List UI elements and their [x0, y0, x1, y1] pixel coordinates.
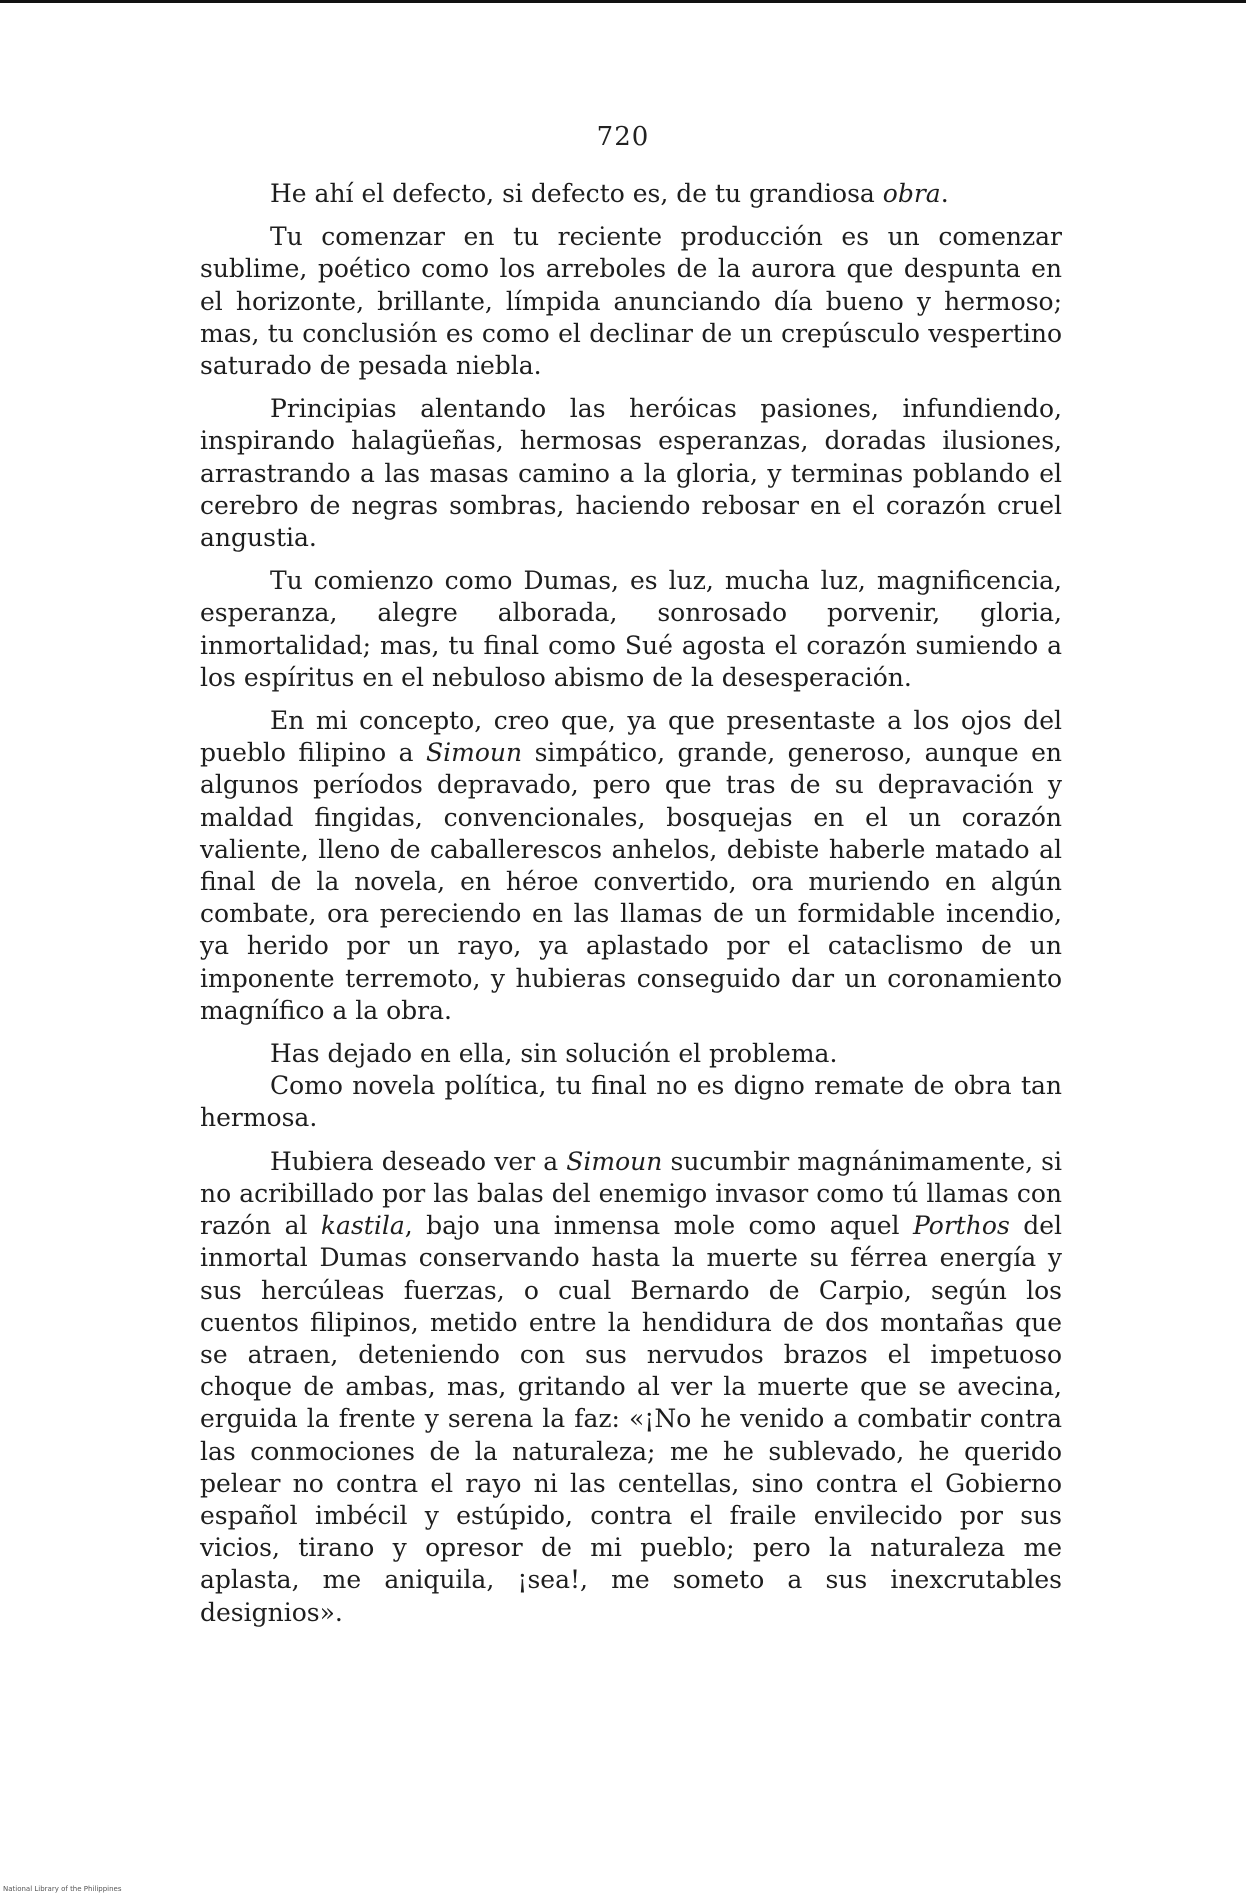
- paragraph: [200, 221, 1062, 382]
- italic-text: obra: [882, 179, 941, 208]
- footer-label: National Library of the Philippines: [3, 1885, 122, 1893]
- paragraph: [200, 1146, 1062, 1629]
- text-run: sucumbir magnánimamente, si no acribillado por las balas del enemigo invasor como tú llamas con razón al: [200, 1146, 1063, 1241]
- paragraph: [200, 1038, 1062, 1070]
- body-text: [200, 178, 1062, 1640]
- top-border-rule: [0, 0, 1246, 3]
- text-run: , bajo una inmensa mole como aquel: [404, 1211, 913, 1241]
- text-run: Tu comenzar en tu reciente producción es un comenzar sublime, poético como los arreboles de la aurora que despunta en el horizonte, brillante, límpida anunciando día bueno y hermoso; mas, tu conclusión es como el declinar de un crepúsculo vespertino saturado de pesada niebla.: [200, 222, 1062, 381]
- text-run: Tu comienzo como Dumas, es luz, mucha luz, magnificencia, esperanza, alegre alborada, sonrosado porvenir, gloria, inmortalidad; mas, tu final como Sué agosta el corazón sumiendo a los espíritus en el nebuloso abismo de la desesperación.: [200, 566, 1062, 692]
- page-number: 720: [596, 122, 650, 152]
- italic-text: kastila: [320, 1211, 405, 1241]
- text-run: Has dejado en ella, sin solución el problema.: [270, 1039, 838, 1069]
- italic-text: Simoun: [426, 738, 523, 768]
- text-run: .: [940, 179, 949, 208]
- text-run: He ahí el defecto, si defecto es, de tu grandiosa: [270, 179, 883, 208]
- text-run: En mi concepto, creo que, ya que presentaste a los ojos del pueblo filipino a: [200, 706, 1062, 768]
- paragraph: [200, 393, 1062, 554]
- italic-text: Porthos: [912, 1211, 1010, 1241]
- text-run: Hubiera deseado ver a: [270, 1146, 567, 1176]
- paragraph: [200, 178, 1062, 210]
- text-run: Principias alentando las heróicas pasiones, infundiendo, inspirando halagüeñas, hermosas esperanzas, doradas ilusiones, arrastrando a las masas camino a la gloria, y terminas poblando el cerebro de negras sombras, haciendo rebosar en el corazón cruel angustia.: [200, 394, 1062, 553]
- text-run: Como novela política, tu final no es digno remate de obra tan hermosa.: [200, 1071, 1062, 1133]
- italic-text: Simoun: [566, 1146, 663, 1176]
- paragraph: [200, 705, 1062, 1027]
- text-run: del inmortal Dumas conservando hasta la muerte su férrea energía y sus hercúleas fuerzas, o cual Bernardo de Carpio, según los cuentos filipinos, metido entre la hendidura de dos montañas que se atraen, deteniendo con sus nervudos brazos el impetuoso choque de ambas, mas, gritando al ver la muerte que se avecina, erguida la frente y serena la faz: «¡No he venido a combatir contra las conmociones de la naturaleza; me he sublevado, he querido pelear no contra el rayo ni las centellas, sino contra el Gobierno español imbécil y estúpido, contra el fraile envilecido por sus vicios, tirano y opresor de mi pueblo; pero la naturaleza me aplasta, me aniquila, ¡sea!, me someto a sus inexcrutables designios».: [200, 1211, 1062, 1627]
- text-run: simpático, grande, generoso, aunque en algunos períodos depravado, pero que tras de su depravación y maldad fingidas, convencionales, bosquejas en el un corazón valiente, lleno de caballerescos anhelos, debiste haberle matado al final de la novela, en héroe convertido, ora muriendo en algún combate, ora pereciendo en las llamas de un formidable incendio, ya herido por un rayo, ya aplastado por el cataclismo de un imponente terremoto, y hubieras conseguido dar un coronamiento magnífico a la obra.: [200, 738, 1062, 1025]
- paragraph: [200, 1070, 1062, 1134]
- paragraph: [200, 565, 1062, 694]
